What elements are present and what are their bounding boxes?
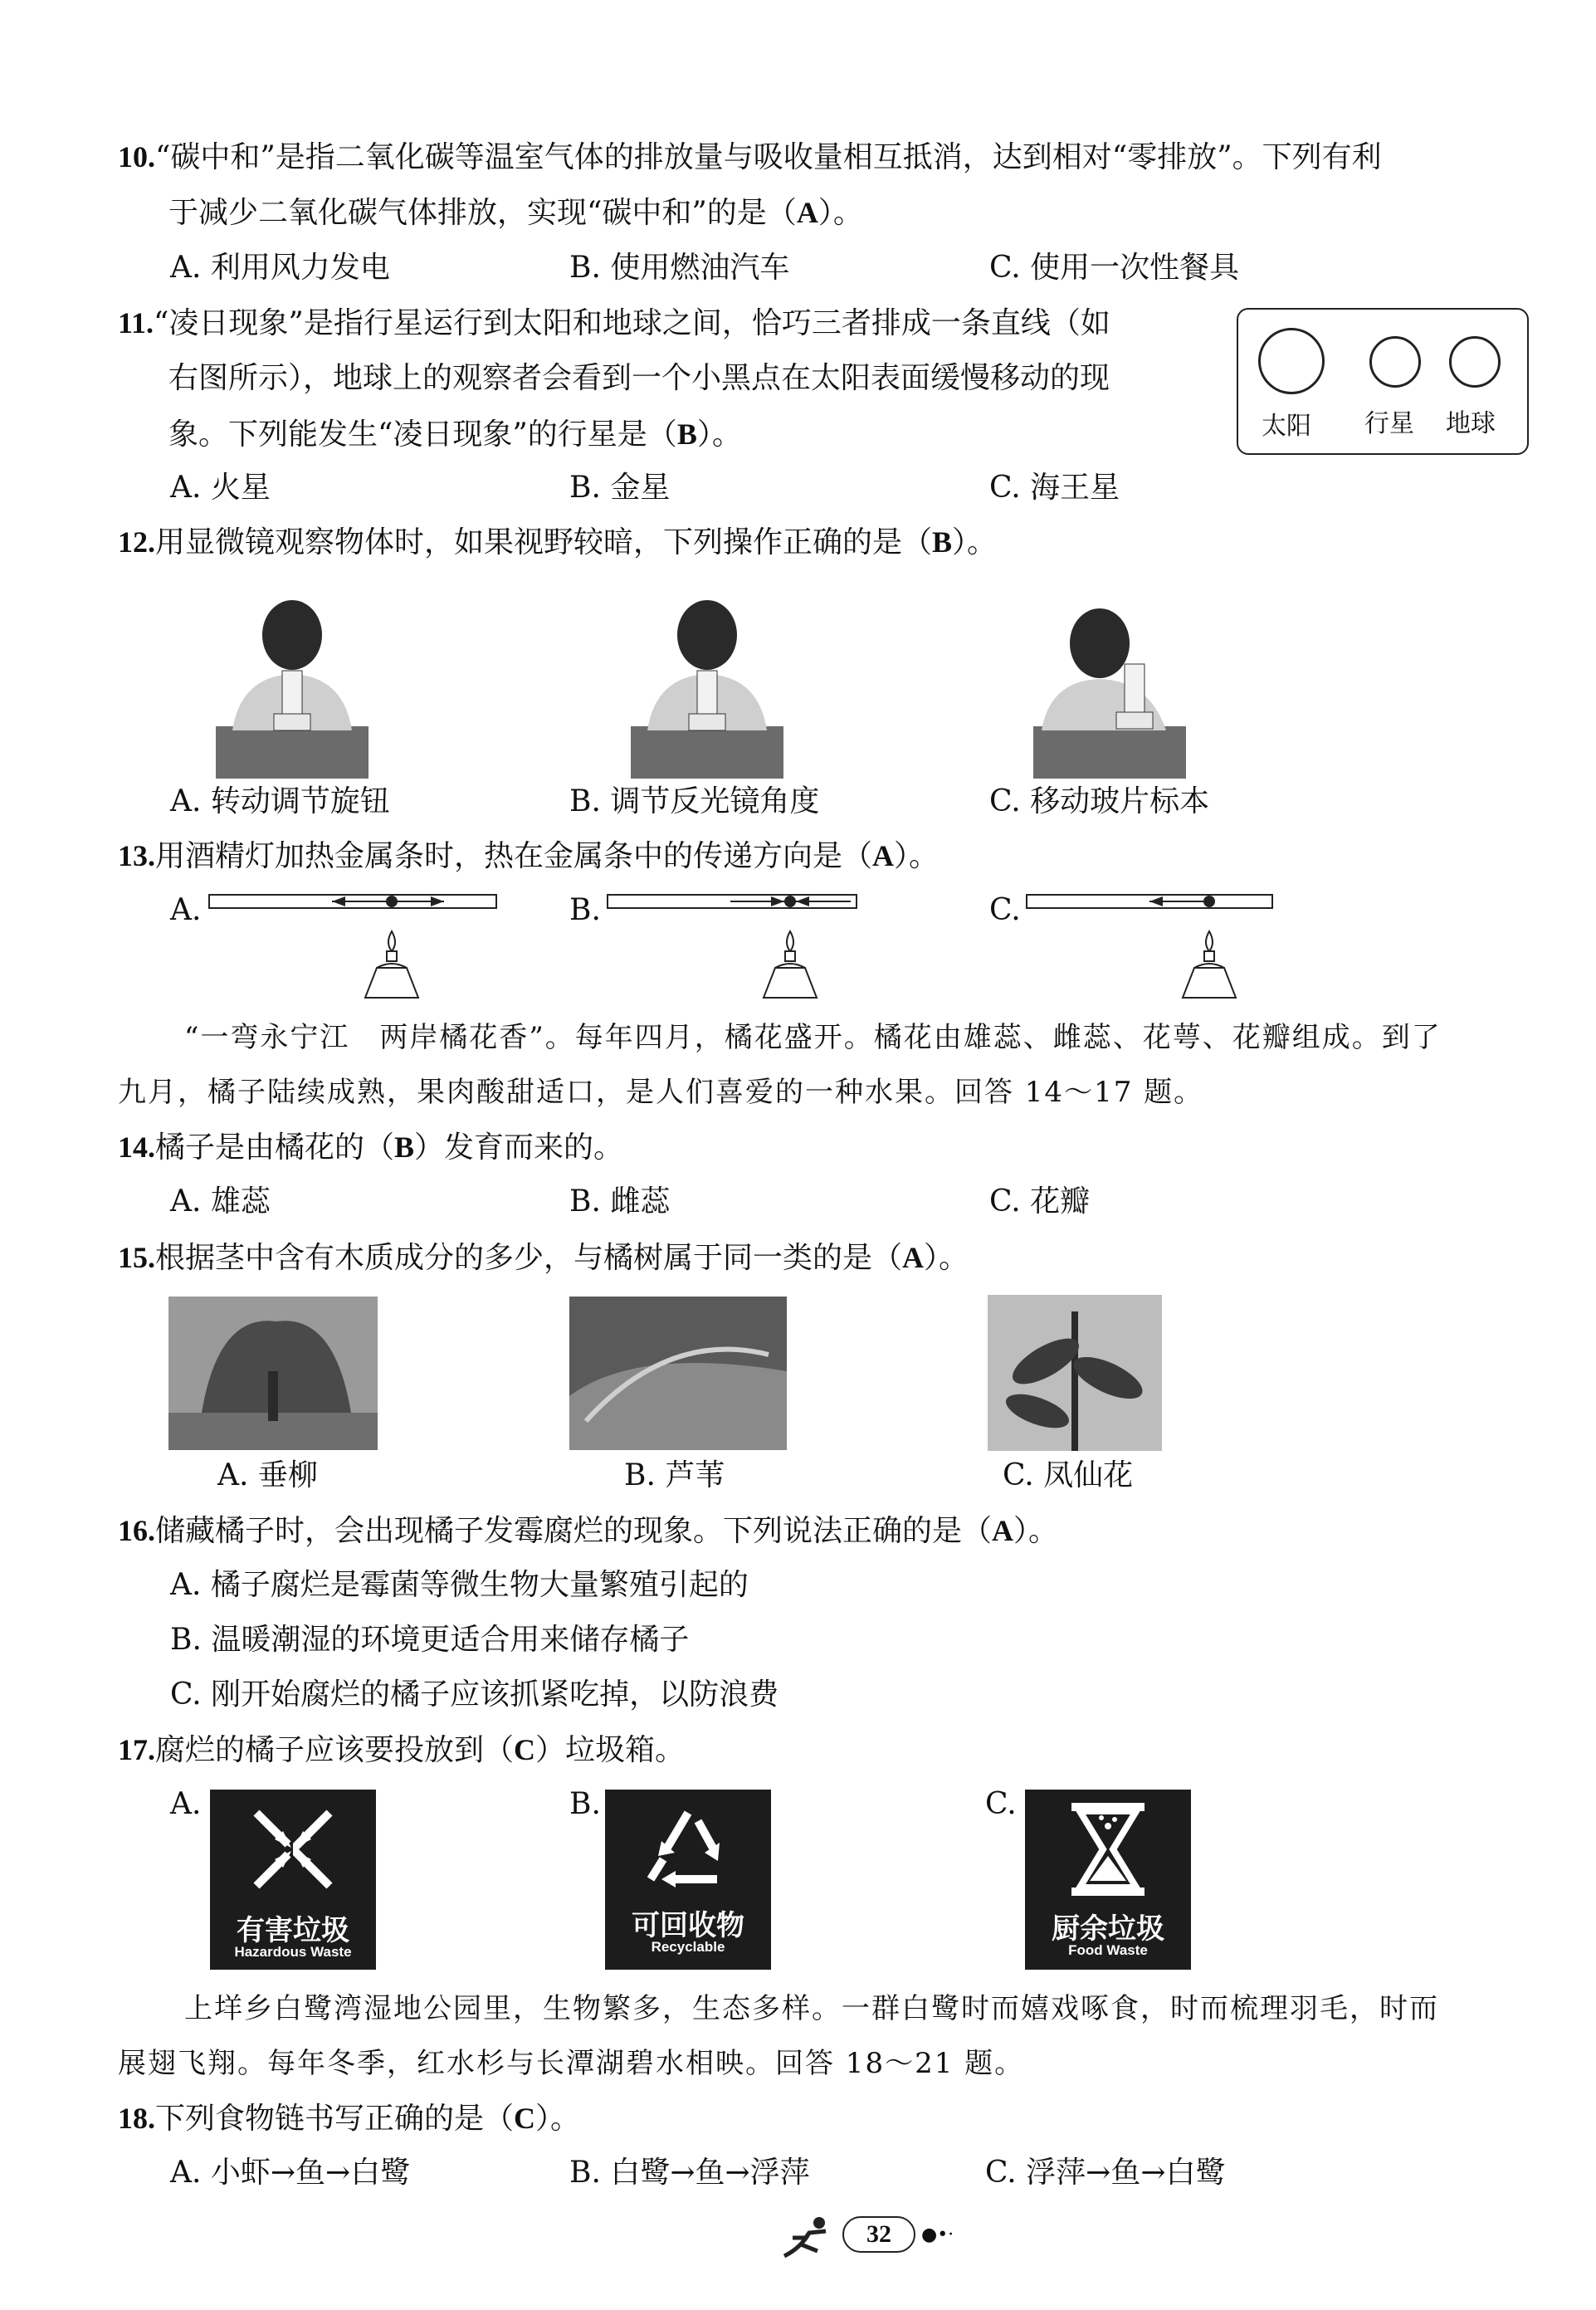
recyclable-cn: 可回收物 — [632, 1909, 744, 1942]
q10-line2 — [168, 194, 863, 232]
q11-stem-3: 象。下列能发生“凌日现象”的行星是（ — [168, 418, 677, 452]
q17-stem: 腐烂的橘子应该要投放到（ — [155, 1733, 515, 1767]
microscope-photo-b — [631, 598, 783, 779]
q15-option-c: C. 凤仙花 — [1003, 1458, 1134, 1492]
q11-line2: 右图所示），地球上的观察者会看到一个小黑点在太阳表面缓慢移动的现 — [168, 361, 1110, 395]
q17-number: 17. — [118, 1733, 155, 1766]
passage1-line1: “一弯永宁江 两岸橘花香”。每年四月，橘花盛开。橘花由雄蕊、雌蕊、花萼、花瓣组成。到了 — [184, 1021, 1442, 1054]
q12-option-a: A. 转动调节旋钮 — [170, 784, 390, 818]
q11-stem-3b: ）。 — [696, 418, 742, 452]
q14-stem: 橘子是由橘花的（ — [155, 1131, 395, 1165]
heat-diagram-b — [606, 888, 905, 1004]
q10-answer: A — [796, 196, 818, 229]
q16-option-a: A. 橘子腐烂是霉菌等微生物大量繁殖引起的 — [170, 1568, 749, 1602]
recycle-icon — [638, 1805, 738, 1896]
heat-diagram-a — [207, 888, 506, 1004]
passage2-line1: 上垟乡白鹭湾湿地公园里，生物繁多，生态多样。一群白鹭时而嬉戏啄食，时而梳理羽毛，时而 — [184, 1992, 1439, 2025]
q18-number: 18. — [118, 2102, 155, 2135]
q13-option-a: A. — [170, 893, 202, 927]
sun-circle — [1258, 328, 1325, 394]
q18-option-c: C. 浮萍→鱼→白鹭 — [985, 2156, 1226, 2190]
footer-dots: ●•· — [921, 2225, 954, 2245]
hazardous-waste-cn: 有害垃圾 — [237, 1914, 349, 1947]
passage2-line2: 展翅飞翔。每年冬季，红水杉与长潭湖碧水相映。回答 18～21 题。 — [118, 2047, 1025, 2080]
page-number-badge — [842, 2216, 915, 2253]
q12-option-b: B. 调节反光镜角度 — [569, 784, 820, 818]
q12-number: 12. — [118, 525, 155, 559]
runner-logo-icon — [776, 2215, 842, 2261]
q14-number: 14. — [118, 1131, 155, 1164]
q12-stem: 用显微镜观察物体时，如果视野较暗，下列操作正确的是（ — [155, 525, 933, 559]
q14-line — [118, 1129, 623, 1166]
q18-stem: 下列食物链书写正确的是（ — [155, 2102, 515, 2136]
willow-photo — [168, 1297, 378, 1450]
q16-answer: A — [992, 1514, 1014, 1547]
q13-stem: 用酒精灯加热金属条时，热在金属条中的传递方向是（ — [155, 839, 873, 873]
q12-answer: B — [932, 525, 953, 559]
q11-option-c: C. 海王星 — [989, 471, 1120, 505]
q11-option-a: A. 火星 — [170, 471, 271, 505]
recyclable-sign — [605, 1790, 771, 1970]
page-number: 32 — [866, 2220, 891, 2248]
q11-option-b: B. 金星 — [569, 471, 671, 505]
hazardous-waste-sign — [210, 1790, 376, 1970]
q15-line — [118, 1239, 969, 1277]
sun-label: 太阳 — [1262, 412, 1311, 441]
q14-option-c: C. 花瓣 — [989, 1184, 1091, 1218]
heat-diagram-c — [1025, 888, 1324, 1004]
q14-option-a: A. 雄蕊 — [170, 1184, 271, 1218]
food-waste-en: Food Waste — [1068, 1942, 1148, 1958]
recyclable-en: Recyclable — [651, 1939, 725, 1955]
transit-diagram — [1237, 308, 1529, 455]
q16-option-b: B. 温暖潮湿的环境更适合用来储存橘子 — [170, 1623, 690, 1657]
q11-answer: B — [676, 418, 697, 451]
q10-line1 — [118, 139, 1382, 176]
q10-number: 10. — [118, 140, 155, 173]
q11-number: 11. — [118, 306, 154, 339]
q12-line — [118, 524, 997, 561]
q14-stem-b: ）发育而来的。 — [414, 1131, 624, 1165]
q15-answer: A — [902, 1241, 925, 1274]
q16-stem-b: ）。 — [1013, 1514, 1059, 1548]
microscope-photo-a — [216, 598, 368, 779]
food-waste-cn: 厨余垃圾 — [1052, 1912, 1164, 1946]
q11-stem-1: “凌日现象”是指行星运行到太阳和地球之间，恰巧三者排成一条直线（如 — [154, 306, 1110, 340]
q17-stem-b: ）垃圾箱。 — [535, 1733, 686, 1767]
q16-stem: 储藏橘子时，会出现橘子发霉腐烂的现象。下列说法正确的是（ — [155, 1514, 993, 1548]
q10-stem-2b: ）。 — [818, 196, 863, 230]
balsam-photo — [988, 1295, 1162, 1451]
q15-option-a: A. 垂柳 — [217, 1458, 318, 1492]
q16-option-c: C. 刚开始腐烂的橘子应该抓紧吃掉，以防浪费 — [170, 1678, 779, 1712]
passage1-line2: 九月，橘子陆续成熟，果肉酸甜适口，是人们喜爱的一种水果。回答 14～17 题。 — [118, 1076, 1204, 1109]
q10-stem-2: 于减少二氧化碳气体排放，实现“碳中和”的是（ — [168, 196, 797, 230]
planet-circle — [1369, 336, 1421, 388]
q17-option-b: B. — [569, 1787, 601, 1821]
q12-option-c: C. 移动玻片标本 — [989, 784, 1210, 818]
q18-stem-b: ）。 — [535, 2102, 581, 2136]
q18-answer: C — [514, 2102, 536, 2135]
q13-answer: A — [872, 839, 895, 872]
q16-line — [118, 1512, 1058, 1550]
q13-number: 13. — [118, 839, 155, 872]
q15-stem: 根据茎中含有木质成分的多少，与橘树属于同一类的是（ — [155, 1241, 903, 1275]
q18-line — [118, 2100, 580, 2137]
reed-photo — [569, 1297, 787, 1450]
q18-option-a: A. 小虾→鱼→白鹭 — [170, 2156, 411, 2190]
earth-circle — [1449, 336, 1501, 388]
planet-label: 行星 — [1364, 409, 1414, 438]
earth-label: 地球 — [1446, 409, 1496, 438]
hourglass-icon — [1066, 1801, 1149, 1897]
q10-option-b: B. 使用燃油汽车 — [569, 251, 790, 285]
q17-option-c: C. — [985, 1787, 1017, 1821]
q14-answer: B — [394, 1131, 415, 1164]
q11-line1 — [118, 305, 1110, 342]
q12-stem-b: ）。 — [952, 525, 998, 559]
q17-line — [118, 1731, 685, 1769]
hazard-arrows-icon — [250, 1806, 336, 1892]
microscope-photo-c — [1033, 606, 1186, 779]
q16-number: 16. — [118, 1514, 155, 1547]
q10-option-a: A. 利用风力发电 — [170, 251, 390, 285]
hazardous-waste-en: Hazardous Waste — [234, 1944, 352, 1960]
q18-option-b: B. 白鹭→鱼→浮萍 — [569, 2156, 810, 2190]
q13-option-c: C. — [989, 893, 1021, 927]
q17-answer: C — [514, 1733, 536, 1766]
q13-line — [118, 838, 939, 875]
q13-stem-b: ）。 — [894, 839, 940, 873]
q15-option-b: B. 芦苇 — [624, 1458, 725, 1492]
q10-stem-1: “碳中和”是指二氧化碳等温室气体的排放量与吸收量相互抵消，达到相对“零排放”。下列有利 — [155, 140, 1382, 174]
q10-option-c: C. 使用一次性餐具 — [989, 251, 1240, 285]
q15-stem-b: ）。 — [924, 1241, 969, 1275]
q14-option-b: B. 雌蕊 — [569, 1184, 671, 1218]
q11-line3 — [168, 416, 742, 453]
q13-option-b: B. — [569, 893, 601, 927]
food-waste-sign — [1025, 1790, 1191, 1970]
q17-option-a: A. — [170, 1787, 202, 1821]
q15-number: 15. — [118, 1241, 155, 1274]
